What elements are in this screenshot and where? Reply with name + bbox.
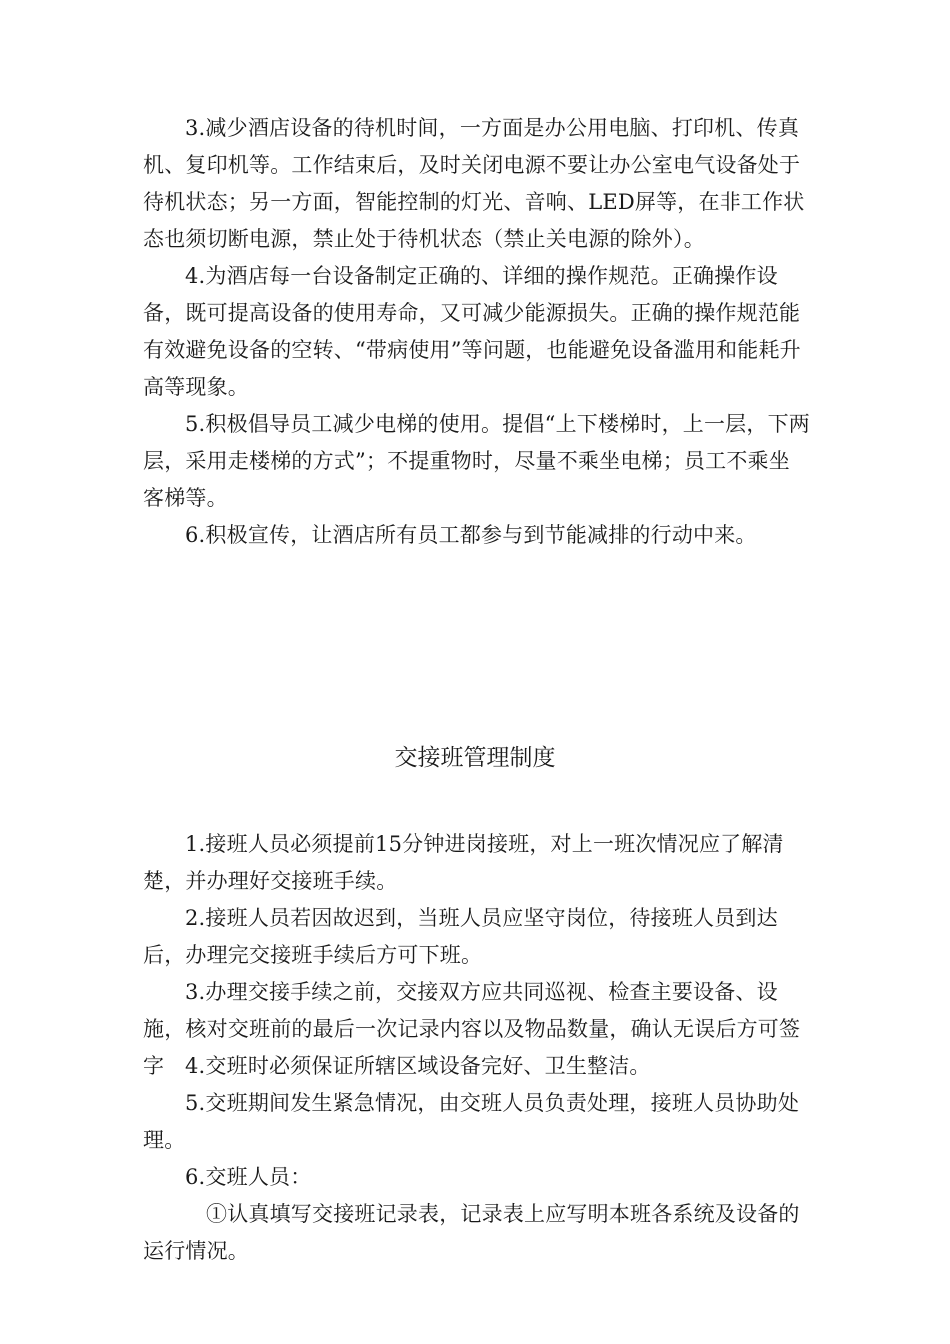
paragraph-promotion: 6.积极宣传，让酒店所有员工都参与到节能减排的行动中来。 xyxy=(185,523,757,547)
paragraph-handover-2: 2.接班人员若因故迟到，当班人员应坚守岗位，待接班人员到达后，办理完交接班手续后方可下班。 xyxy=(143,906,778,967)
paragraph-handover-6: 6.交班人员： xyxy=(185,1165,312,1189)
paragraph-standby-reduction: 3.减少酒店设备的待机时间，一方面是办公用电脑、打印机、传真机、复印机等。工作结束后，及时关闭电源不要让办公室电气设备处于待机状态；另一方面，智能控制的灯光、音响、LED屏等，在非工作状态也须切断电源，禁止处于待机状态（禁止关电源的除外）。 xyxy=(143,116,805,251)
paragraph-handover-6-item-1: ①认真填写交接班记录表，记录表上应写明本班各系统及设备的运行情况。 xyxy=(143,1202,800,1263)
paragraph-handover-1: 1.接班人员必须提前15分钟进岗接班，对上一班次情况应了解清楚，并办理好交接班手续。 xyxy=(143,832,784,893)
section-title: 交接班管理制度 xyxy=(394,745,556,771)
paragraph-handover-3: 3.办理交接手续之前，交接双方应共同巡视、检查主要设备、设施，核对交班前的最后一次记录内容以及物品数量，确认无误后方可签字 xyxy=(143,980,801,1078)
paragraph-handover-5: 5.交班期间发生紧急情况，由交班人员负责处理，接班人员协助处理。 xyxy=(143,1091,800,1152)
paragraph-elevator-usage: 5.积极倡导员工减少电梯的使用。提倡“上下楼梯时，上一层，下两层，采用走楼梯的方式”；不提重物时，尽量不乘坐电梯；员工不乘坐客梯等。 xyxy=(143,412,810,510)
paragraph-operating-procedures: 4.为酒店每一台设备制定正确的、详细的操作规范。正确操作设备，既可提高设备的使用寿命，又可减少能源损失。正确的操作规范能有效避免设备的空转、“带病使用”等问题，也能避免设备滥用和能耗升高等现象。 xyxy=(143,264,801,399)
paragraph-handover-4: 4.交班时必须保证所辖区域设备完好、卫生整洁。 xyxy=(185,1054,651,1078)
